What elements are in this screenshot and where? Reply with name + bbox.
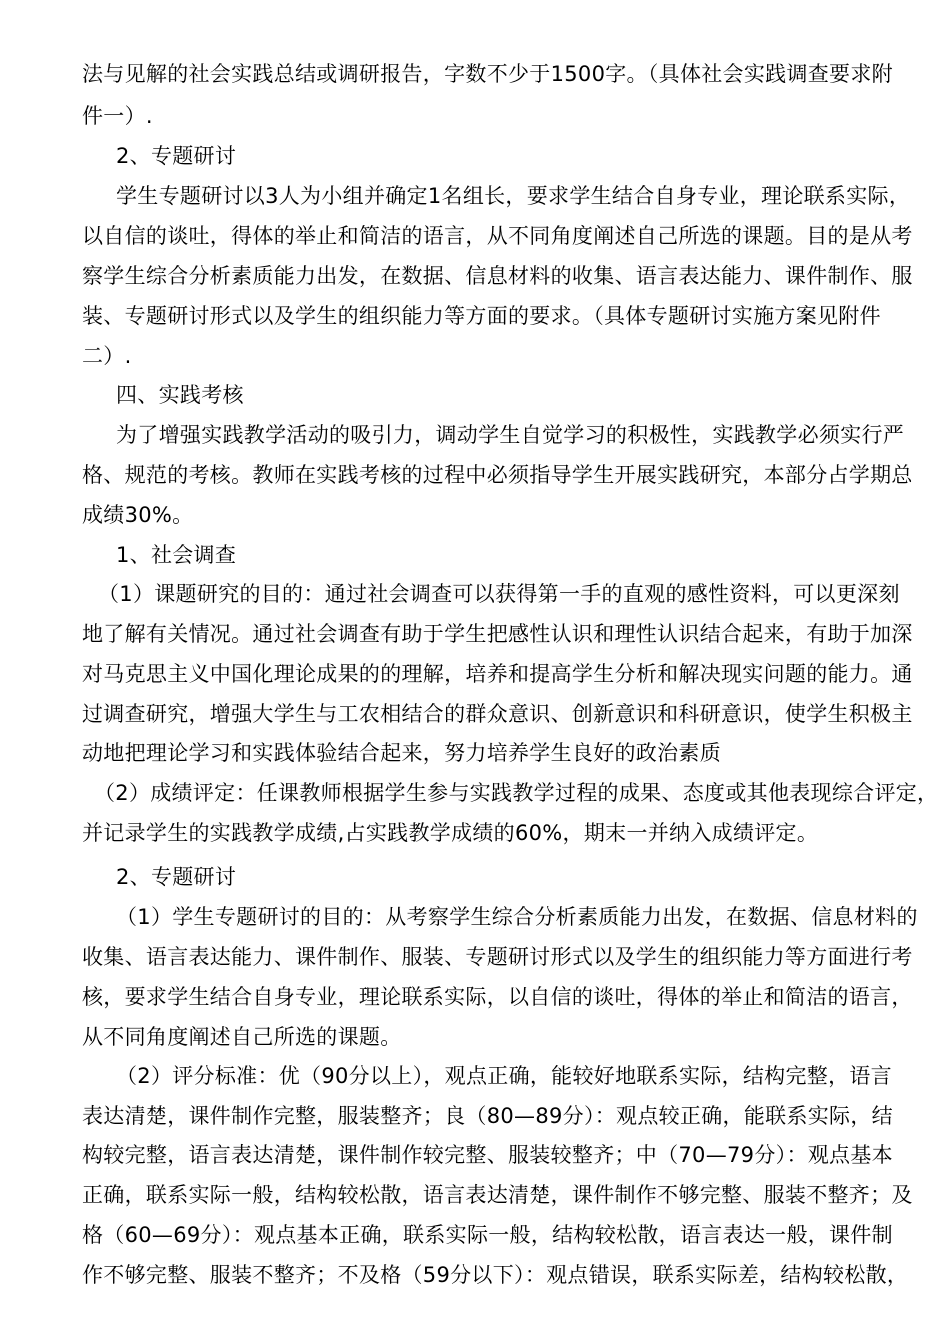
text-line: 为了增强实践教学活动的吸引力，调动学生自觉学习的积极性，实践教学必须实行严	[116, 423, 905, 447]
text-line: 核，要求学生结合自身专业，理论联系实际，以自信的谈吐，得体的举止和简洁的语言，	[82, 985, 913, 1009]
text-line: 过调查研究，增强大学生与工农相结合的群众意识、创新意识和科研意识，使学生积极主	[82, 702, 913, 726]
text-line: 格（60—69分）：观点基本正确，联系实际一般，结构较松散，语言表达一般，课件制	[82, 1223, 893, 1247]
text-line: 对马克思主义中国化理论成果的的理解，培养和提高学生分析和解决现实问题的能力。通	[82, 662, 913, 686]
text-line: 学生专题研讨以3人为小组并确定1名组长，要求学生结合自身专业，理论联系实际，	[116, 184, 911, 208]
text-line: 构较完整，语言表达清楚，课件制作较完整、服装较整齐；中（70—79分）：观点基本	[82, 1143, 893, 1167]
text-line: （2）成绩评定：任课教师根据学生参与实践教学过程的成果、态度或其他表现综合评定，	[94, 781, 939, 805]
text-line: 格、规范的考核。教师在实践考核的过程中必须指导学生开展实践研究，本部分占学期总	[82, 463, 913, 487]
text-line: （1）学生专题研讨的目的：从考察学生综合分析素质能力出发，在数据、信息材料的	[116, 905, 918, 929]
text-line: 成绩30%。	[82, 503, 194, 527]
text-line: 作不够完整、服装不整齐；不及格（59分以下）：观点错误，联系实际差，结构较松散，	[82, 1263, 909, 1287]
text-line: 从不同角度阐述自己所选的课题。	[82, 1025, 402, 1049]
text-line: 并记录学生的实践教学成绩,占实践教学成绩的60%，期末一并纳入成绩评定。	[82, 821, 819, 845]
text-line: 法与见解的社会实践总结或调研报告，字数不少于1500字。（具体社会实践调查要求附	[82, 62, 893, 86]
text-line: 察学生综合分析素质能力出发，在数据、信息材料的收集、语言表达能力、课件制作、服	[82, 264, 913, 288]
section-heading: 四、实践考核	[116, 383, 244, 407]
text-line: （1）课题研究的目的：通过社会调查可以获得第一手的直观的感性资料，可以更深刻	[98, 582, 900, 606]
text-line: （2）评分标准：优（90分以上），观点正确，能较好地联系实际，结构完整，语言	[116, 1064, 892, 1088]
text-line: 以自信的谈吐，得体的举止和简洁的语言，从不同角度阐述自己所选的课题。目的是从考	[82, 224, 913, 248]
section-heading: 2、专题研讨	[116, 865, 237, 889]
text-line: 件一）.	[82, 104, 153, 128]
text-line: 正确，联系实际一般，结构较松散，语言表达清楚，课件制作不够完整、服装不整齐；及	[82, 1183, 913, 1207]
section-heading: 1、社会调查	[116, 543, 237, 567]
section-heading: 2、专题研讨	[116, 144, 237, 168]
text-line: 收集、语言表达能力、课件制作、服装、专题研讨形式以及学生的组织能力等方面进行考	[82, 945, 913, 969]
text-line: 地了解有关情况。通过社会调查有助于学生把感性认识和理性认识结合起来，有助于加深	[82, 622, 913, 646]
text-line: 二）.	[82, 344, 132, 368]
text-line: 装、专题研讨形式以及学生的组织能力等方面的要求。（具体专题研讨实施方案见附件	[82, 304, 881, 328]
text-line: 动地把理论学习和实践体验结合起来，努力培养学生良好的政治素质	[82, 741, 721, 765]
text-line: 表达清楚，课件制作完整，服装整齐；良（80—89分）：观点较正确，能联系实际，结	[82, 1104, 893, 1128]
